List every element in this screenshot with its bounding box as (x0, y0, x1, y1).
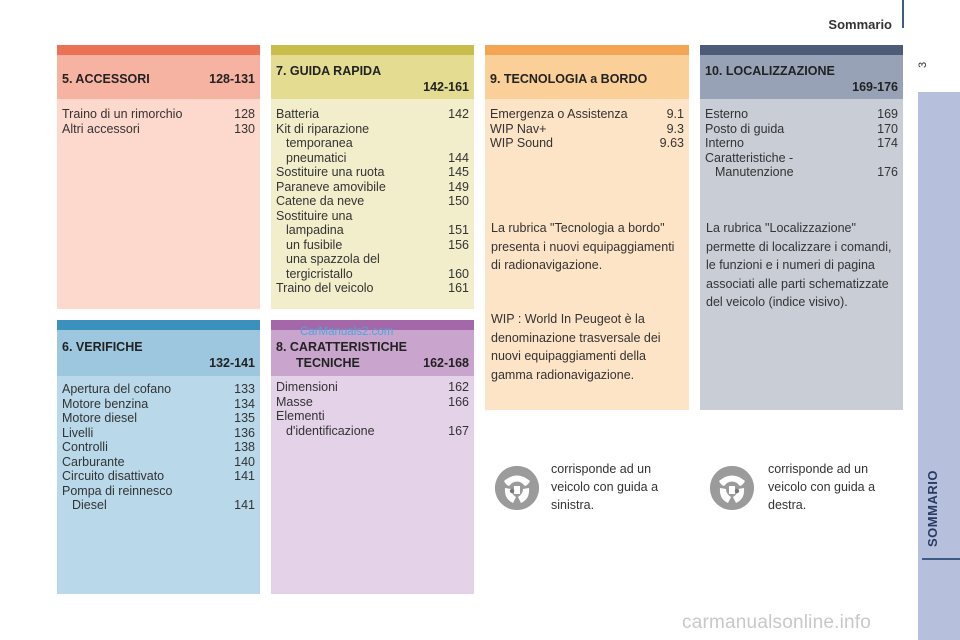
toc-entry-page: 145 (448, 165, 469, 179)
toc-entry[interactable] (705, 165, 898, 180)
toc-entry-label: Dimensioni (276, 380, 338, 394)
toc-entry-label: Caratteristiche - (705, 150, 794, 165)
toc-entry[interactable] (62, 107, 255, 122)
toc-entry-label: Sostituire una (276, 208, 353, 223)
toc-entry-label: pneumatici (286, 150, 347, 165)
toc-entry-label: WIP Nav+ (490, 121, 547, 136)
toc-entry-label: Circuito disattivato (62, 469, 165, 483)
card-header (57, 330, 260, 376)
toc-entry-page: 9.3 (666, 121, 684, 136)
toc-entry-label: una spazzola del (286, 252, 380, 266)
card-paragraph: WIP : World In Peugeot è la denominazione trasversale dei nuovi equipaggiamenti della gamma radionavigazione. (491, 312, 661, 382)
card-list (705, 107, 898, 180)
toc-entry-page: 133 (234, 382, 255, 396)
toc-entry[interactable] (490, 136, 684, 151)
card-title-line2: TECNICHE (296, 356, 360, 370)
toc-entry-page: 136 (234, 425, 255, 440)
toc-entry[interactable] (62, 397, 255, 412)
header-tick (902, 0, 904, 28)
toc-entry-page: 166 (448, 394, 469, 409)
toc-entry-page: 167 (448, 423, 469, 438)
card-range: 142-161 (423, 80, 469, 94)
legend-text-right: corrisponde ad un veicolo con guida a destra. (768, 462, 876, 512)
toc-entry[interactable] (276, 122, 469, 137)
right-hand-drive-icon (710, 466, 754, 510)
card-paragraph: La rubrica "Localizzazione" permette di localizzare i comandi, le funzioni e i numeri di pagina associati alle parti schematizzate del veicolo (indice visivo). (706, 221, 892, 309)
toc-entry-page: 130 (234, 121, 255, 136)
toc-entry-label: Posto di guida (705, 121, 785, 136)
toc-entry-label: Interno (705, 136, 744, 150)
card-range: 169-176 (852, 80, 898, 94)
toc-entry[interactable] (276, 223, 469, 238)
card-list (276, 107, 469, 296)
footer-watermark: carmanualsonline.info (682, 612, 872, 633)
toc-entry-label: temporanea (286, 136, 353, 150)
toc-entry-page: 174 (877, 136, 898, 150)
toc-entry-label: Batteria (276, 107, 320, 121)
card-range: 132-141 (209, 356, 255, 370)
card-range: 162-168 (423, 356, 469, 370)
toc-entry-label: tergicristallo (286, 266, 353, 281)
toc-entry-label: Manutenzione (715, 165, 794, 179)
side-tab-line (922, 558, 960, 560)
toc-entry[interactable] (62, 484, 255, 499)
toc-entry[interactable] (276, 180, 469, 195)
toc-entry[interactable] (705, 151, 898, 166)
card-title[interactable]: 9. TECNOLOGIA a BORDO (490, 72, 648, 86)
toc-entry-label: Paraneve amovibile (276, 179, 386, 194)
toc-entry-page: 9.63 (659, 136, 684, 150)
toc-entry[interactable] (62, 469, 255, 484)
toc-entry[interactable] (62, 455, 255, 470)
toc-entry[interactable] (276, 281, 469, 296)
toc-entry[interactable] (276, 252, 469, 267)
toc-entry[interactable] (276, 238, 469, 253)
card-strip (57, 320, 260, 330)
toc-entry-label: d'identificazione (286, 423, 375, 438)
toc-entry-label: Diesel (72, 498, 107, 512)
card-caratteristiche (271, 320, 474, 594)
toc-entry-label: Esterno (705, 107, 749, 121)
left-hand-drive-icon (495, 466, 539, 510)
card-strip (485, 45, 689, 55)
toc-entry-label: Livelli (62, 425, 94, 440)
toc-entry-label: lampadina (286, 223, 344, 237)
toc-entry-page: 149 (448, 179, 469, 194)
toc-entry[interactable] (705, 136, 898, 151)
toc-entry-page: 169 (877, 107, 898, 121)
card-tecnologia (485, 45, 689, 410)
toc-entry-page: 144 (448, 150, 469, 165)
toc-entry-page: 162 (448, 380, 469, 394)
card-list (62, 382, 255, 513)
toc-entry-page: 142 (448, 107, 469, 121)
toc-entry[interactable] (276, 267, 469, 282)
toc-entry[interactable] (62, 426, 255, 441)
watermark: CarManuals2.com (300, 326, 394, 338)
page-title: Sommario (828, 17, 892, 32)
toc-entry[interactable] (276, 409, 469, 424)
legend-text-left: corrisponde ad un veicolo con guida a sinistra. (551, 462, 659, 512)
toc-entry[interactable] (276, 194, 469, 209)
toc-entry-label: Masse (276, 394, 313, 409)
toc-entry[interactable] (276, 165, 469, 180)
card-header (485, 55, 689, 99)
toc-entry-page: 170 (877, 121, 898, 136)
toc-entry-label: Elementi (276, 409, 325, 423)
toc-entry-label: un fusibile (286, 237, 343, 252)
card-header (271, 55, 474, 99)
card-list (490, 107, 684, 151)
toc-entry[interactable] (276, 136, 469, 151)
toc-entry-label: Apertura del cofano (62, 382, 172, 396)
toc-entry-page: 161 (448, 281, 469, 295)
card-list (276, 380, 469, 438)
card-title[interactable]: 7. GUIDA RAPIDA (276, 64, 382, 78)
toc-entry[interactable] (62, 440, 255, 455)
toc-entry-page: 141 (234, 469, 255, 483)
toc-entry[interactable] (276, 380, 469, 395)
card-guida-rapida (271, 45, 474, 309)
toc-entry-page: 156 (448, 237, 469, 252)
toc-entry-page: 128 (234, 107, 255, 121)
card-paragraph: La rubrica "Tecnologia a bordo" presenta i nuovi equipaggiamenti di radionavigazione. (491, 221, 675, 272)
card-strip (57, 45, 260, 55)
toc-entry-page: 9.1 (666, 107, 684, 121)
toc-entry-label: Emergenza o Assistenza (490, 107, 628, 121)
toc-entry-label: Catene da neve (276, 194, 365, 208)
toc-entry-label: Kit di riparazione (276, 121, 370, 136)
card-header (57, 55, 260, 99)
toc-entry-label: Altri accessori (62, 121, 140, 136)
toc-entry-page: 134 (234, 396, 255, 411)
toc-entry[interactable] (490, 107, 684, 122)
toc-entry-label: Carburante (62, 454, 125, 469)
toc-entry-label: WIP Sound (490, 136, 554, 150)
toc-entry-label: Traino del veicolo (276, 281, 374, 295)
page-number: 3 (917, 61, 929, 68)
toc-entry[interactable] (705, 107, 898, 122)
card-strip (271, 45, 474, 55)
toc-entry-label: Motore diesel (62, 411, 138, 425)
card-header (700, 55, 903, 99)
toc-entry-label: Controlli (62, 440, 108, 454)
toc-entry[interactable] (276, 107, 469, 122)
toc-entry-page: 140 (234, 454, 255, 469)
card-title[interactable]: 8. CARATTERISTICHE (276, 340, 408, 354)
toc-entry-page: 160 (448, 266, 469, 281)
toc-entry[interactable] (62, 411, 255, 426)
toc-entry[interactable] (276, 424, 469, 439)
toc-entry-label: Traino di un rimorchio (62, 107, 183, 121)
toc-entry[interactable] (276, 395, 469, 410)
toc-entry[interactable] (276, 209, 469, 224)
toc-entry[interactable] (62, 122, 255, 137)
toc-entry-page: 151 (448, 223, 469, 237)
toc-entry[interactable] (62, 382, 255, 397)
card-list (62, 107, 255, 136)
toc-entry-page: 150 (448, 194, 469, 208)
card-title[interactable]: 10. LOCALIZZAZIONE (705, 64, 835, 78)
toc-entry-label: Pompa di reinnesco (62, 483, 173, 498)
toc-entry-page: 138 (234, 440, 255, 454)
card-strip (700, 45, 903, 55)
card-range: 128-131 (209, 72, 255, 86)
toc-entry-label: Sostituire una ruota (276, 165, 385, 179)
toc-entry[interactable] (490, 122, 684, 137)
toc-entry[interactable] (62, 498, 255, 513)
card-title[interactable]: 5. ACCESSORI (62, 72, 150, 86)
toc-entry[interactable] (276, 151, 469, 166)
card-accessori (57, 45, 260, 309)
toc-entry-page: 135 (234, 411, 255, 425)
toc-entry-page: 141 (234, 498, 255, 512)
toc-entry-label: Motore benzina (62, 396, 149, 411)
side-tab-label: SOMMARIO (925, 470, 940, 547)
toc-entry-page: 176 (877, 165, 898, 179)
card-title[interactable]: 6. VERIFICHE (62, 340, 143, 354)
toc-entry[interactable] (705, 122, 898, 137)
card-localizzazione (700, 45, 903, 410)
card-verifiche (57, 320, 260, 594)
